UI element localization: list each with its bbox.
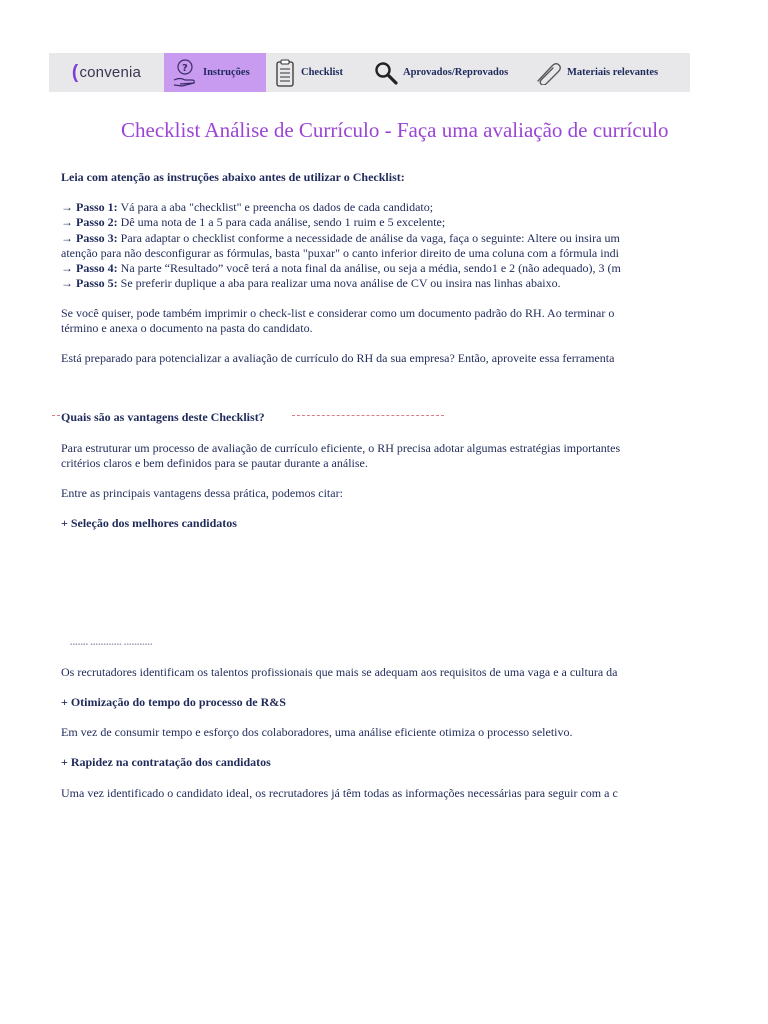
step-2-label: → Passo 2: — [61, 215, 118, 229]
paperclip-icon — [534, 61, 562, 85]
print-text-line-2: término e anexa o documento na pasta do candidato. — [61, 321, 313, 335]
tab-instrucoes-label: Instruções — [203, 67, 250, 78]
step-5-label: → Passo 5: — [61, 276, 118, 290]
print-text-line-1: Se você quiser, pode também imprimir o check-list e considerar como um documento padrão do RH. Ao terminar o — [61, 306, 615, 320]
step-3-continued — [61, 246, 690, 261]
step-5 — [61, 276, 690, 291]
step-3-text: Para adaptar o checklist conforme a necessidade de análise da vaga, faça o seguinte: Altere ou insira um — [117, 231, 620, 245]
intro-heading: Leia com atenção as instruções abaixo antes de utilizar o Checklist: — [61, 170, 405, 184]
svg-text:?: ? — [182, 62, 188, 74]
step-3 — [61, 231, 690, 246]
step-2 — [61, 215, 690, 230]
step-3-cont-text: atenção para não desconfigurar as fórmulas, basta "puxar" o canto inferior direito de uma coluna com a fórmula indi — [61, 246, 619, 260]
advantage-1-text: Os recrutadores identificam os talentos profissionais que mais se adequam aos requisitos de uma vaga e a cultura da — [61, 665, 618, 679]
advantages-para-line-2: critérios claros e bem definidos para se pautar durante a análise. — [61, 456, 368, 470]
clipboard-icon — [274, 58, 296, 88]
logo-mark-icon: ( — [71, 61, 79, 83]
convenia-logo — [49, 53, 164, 92]
tab-materiais-relevantes[interactable] — [526, 53, 690, 92]
tab-materiais-label: Materiais relevantes — [567, 67, 659, 78]
step-2-text: Dê uma nota de 1 a 5 para cada análise, sendo 1 ruim e 5 excelente; — [117, 215, 446, 229]
tab-aprovados-label: Aprovados/Reprovados — [403, 67, 509, 78]
ready-text: Está preparado para potencializar a avaliação de currículo do RH da sua empresa? Então, aproveite essa ferramenta — [61, 351, 615, 365]
advantages-heading: Quais são as vantagens deste Checklist? — [61, 410, 265, 424]
step-5-text: Se preferir duplique a aba para realizar uma nova análise de CV ou insira nas linhas abaixo. — [117, 276, 561, 290]
hidden-faint-row: ▪▪▪▪▪▪▪ ▪▪▪▪▪▪▪▪▪▪▪▪ ▪▪▪▪▪▪▪▪▪▪▪ — [70, 642, 153, 648]
top-navigation-bar — [49, 53, 690, 92]
advantage-3-text: Uma vez identificado o candidato ideal, os recrutadores já têm todas as informações necessárias para seguir com a c — [61, 786, 618, 800]
advantage-1-title: + Seleção dos melhores candidatos — [61, 516, 237, 530]
step-1-text: Vá para a aba "checklist" e preencha os dados de cada candidato; — [117, 200, 434, 214]
step-4-text: Na parte “Resultado” você terá a nota final da análise, ou seja a média, sendo1 e 2 (não adequado), 3 (m — [117, 261, 621, 275]
advantages-list-intro: Entre as principais vantagens dessa prática, podemos citar: — [61, 486, 343, 500]
help-hand-icon — [172, 58, 198, 88]
page-title: Checklist Análise de Currículo - Faça uma avaliação de currículo — [121, 118, 669, 142]
advantages-para-line-1: Para estruturar um processo de avaliação de currículo eficiente, o RH precisa adotar algumas estratégias importantes — [61, 441, 621, 455]
magnifier-icon — [374, 61, 398, 85]
step-4-label: → Passo 4: — [61, 261, 118, 275]
tab-aprovados-reprovados[interactable] — [360, 53, 526, 92]
step-1-label: → Passo 1: — [61, 200, 118, 214]
advantage-2-text: Em vez de consumir tempo e esforço dos colaboradores, uma análise eficiente otimiza o processo seletivo. — [61, 725, 573, 739]
step-4 — [61, 261, 690, 276]
tab-checklist-label: Checklist — [301, 67, 343, 78]
logo-text: convenia — [79, 64, 142, 81]
tab-instrucoes[interactable] — [164, 53, 266, 92]
tab-checklist[interactable] — [266, 53, 360, 92]
advantage-3-title: + Rapidez na contratação dos candidatos — [61, 755, 271, 769]
step-3-label: → Passo 3: — [61, 231, 118, 245]
advantage-2-title: + Otimização do tempo do processo de R&S — [61, 695, 286, 709]
step-1 — [61, 200, 690, 215]
dashed-line-left — [52, 415, 60, 416]
